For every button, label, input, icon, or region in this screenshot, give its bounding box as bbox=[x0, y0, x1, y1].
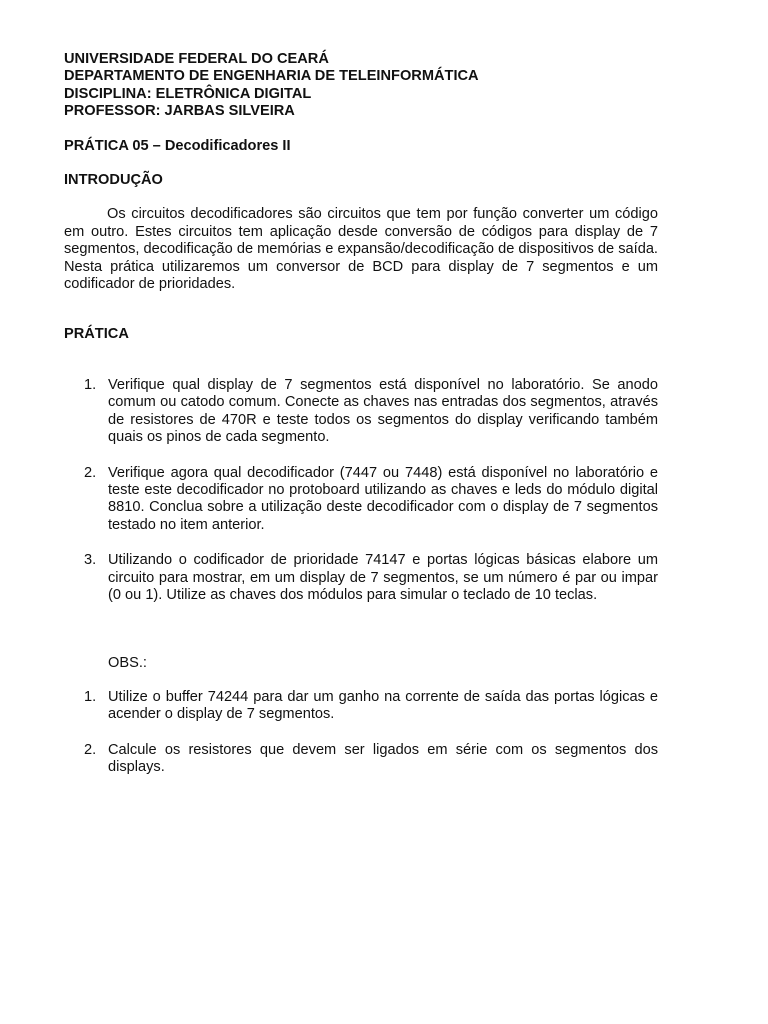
observations-list bbox=[64, 689, 658, 777]
list-item bbox=[64, 465, 658, 535]
list-item-text: Utilize o buffer 74244 para dar um ganho na corrente de saída das portas lógicas e acender o display de 7 segmentos. bbox=[108, 688, 658, 723]
practice-steps-list bbox=[64, 377, 658, 604]
list-item-number: 1. bbox=[84, 376, 97, 393]
list-item bbox=[64, 552, 658, 604]
list-item-text: Calcule os resistores que devem ser ligados em série com os segmentos dos displays. bbox=[108, 741, 658, 775]
department-name: DEPARTAMENTO DE ENGENHARIA DE TELEINFORMÁTICA bbox=[64, 68, 479, 85]
discipline-name: DISCIPLINA: ELETRÔNICA DIGITAL bbox=[64, 85, 312, 102]
list-item-number: 1. bbox=[84, 688, 97, 705]
list-item-number: 2. bbox=[84, 741, 97, 758]
list-item-number: 3. bbox=[84, 552, 97, 569]
list-item bbox=[64, 742, 658, 777]
observations-section bbox=[64, 655, 658, 776]
introduction-heading: INTRODUÇÃO bbox=[64, 172, 163, 189]
practice-heading: PRÁTICA bbox=[64, 326, 129, 343]
list-item-text: Verifique qual display de 7 segmentos está disponível no laboratório. Se anodo comum ou catodo comum. Conecte as chaves nas entradas dos segmentos, através de resistores de 470R e teste todos os segmentos do display verificando também quais os pinos de cada segmento. bbox=[108, 376, 658, 446]
document-header bbox=[64, 51, 658, 121]
list-item bbox=[64, 689, 658, 724]
university-name: UNIVERSIDADE FEDERAL DO CEARÁ bbox=[64, 51, 329, 67]
list-item bbox=[64, 377, 658, 447]
observations-label: OBS.: bbox=[108, 655, 147, 672]
list-item-text: Utilizando o codificador de prioridade 74147 e portas lógicas básicas elabore um circuito para mostrar, em um display de 7 segmentos, se um número é par ou impar (0 ou 1). Utilize as chaves dos módulos para simular o teclado de 10 teclas. bbox=[108, 552, 658, 603]
list-item-number: 2. bbox=[84, 464, 97, 481]
document-page bbox=[64, 51, 658, 776]
introduction-section bbox=[64, 172, 658, 293]
practice-title: PRÁTICA 05 – Decodificadores II bbox=[64, 137, 291, 154]
introduction-paragraph: Os circuitos decodificadores são circuitos que tem por função converter um código em outro. Estes circuitos tem aplicação desde conversão de códigos para display de 7 segmentos, decodificação de memórias e expansão/decodificação de dispositivos de saída. Nesta prática utilizaremos um conversor de BCD para display de 7 segmentos e um codificador de prioridades. bbox=[64, 206, 658, 293]
professor-name: PROFESSOR: JARBAS SILVEIRA bbox=[64, 103, 295, 120]
practice-section bbox=[64, 326, 658, 604]
list-item-text: Verifique agora qual decodificador (7447 ou 7448) está disponível no laboratório e teste este decodificador no protoboard utilizando as chaves e leds do módulo digital 8810. Conclua sobre a utilização deste decodificador com o display de 7 segmentos testado no item anterior. bbox=[108, 464, 658, 533]
